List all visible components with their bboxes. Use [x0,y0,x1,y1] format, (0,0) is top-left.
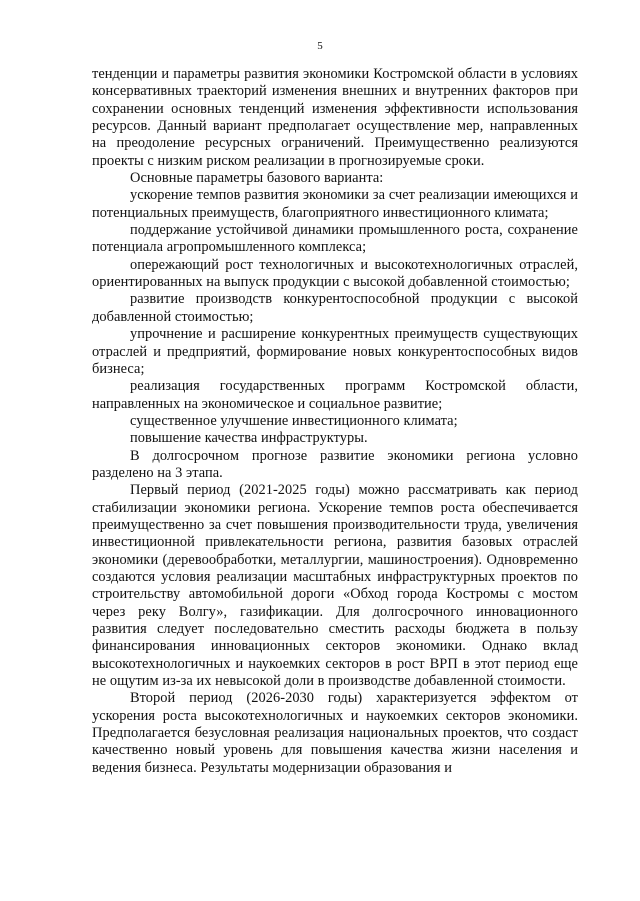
list-item: ускорение темпов развития экономики за счет реализации имеющихся и потенциальных преимуществ, благоприятного инвестиционного климата; [92,187,578,221]
paragraph: В долгосрочном прогнозе развитие экономики региона условно разделено на 3 этапа. [92,447,578,481]
paragraph: тенденции и параметры развития экономики Костромской области в условиях консервативных траекторий изменения внешних и внутренних факторов при сохранении основных тенденций изменения эффективности использования ресурсов. Данный вариант предполагает осуществление мер, направленных на преодоление ресурсных ограничений. Преимущественно реализуются проекты с низким риском реализации в прогнозируемые сроки. [92,66,578,169]
paragraph: Второй период (2026-2030 годы) характеризуется эффектом от ускорения роста высокотехнологичных и наукоемких секторов экономики. Предполагается безусловная реализация национальных проектов, что создаст качественно новый уровень для повышения качества жизни населения и ведения бизнеса. Результаты модернизации образования и [92,690,578,776]
page-number: 5 [317,40,323,52]
list-item: упрочнение и расширение конкурентных преимуществ существующих отраслей и предприятий, формирование новых конкурентоспособных видов бизнеса; [92,326,578,377]
paragraph: Первый период (2021-2025 годы) можно рассматривать как период стабилизации экономики региона. Ускорение темпов роста обеспечивается преимущественно за счет повышения производительности труда, увеличения инвестиционной привлекательности региона, развития базовых отраслей экономики (деревообработки, металлургии, машиностроения). Одновременно создаются условия реализации масштабных инфраструктурных проектов по строительству автомобильной дороги «Обход города Костромы с мостом через реку Волгу», газификации. Для долгосрочного инновационного развития следует последовательно сместить расходы бюджета в пользу финансирования инновационных секторов экономики. Однако вклад высокотехнологичных и наукоемких секторов в рост ВРП в этот период еще не ощутим из-за их невысокой доли в производстве добавленной стоимости. [92,482,578,690]
document-body [92,66,578,777]
list-item: существенное улучшение инвестиционного климата; [130,412,458,429]
list-item: повышение качества инфраструктуры. [130,430,368,447]
list-item: поддержание устойчивой динамики промышленного роста, сохранение потенциала агропромышленного комплекса; [92,222,578,256]
list-item: опережающий рост технологичных и высокотехнологичных отраслей, ориентированных на выпуск продукции с высокой добавленной стоимостью; [92,256,578,291]
list-item: развитие производств конкурентоспособной продукции с высокой добавленной стоимостью; [92,291,578,325]
list-item: реализация государственных программ Костромской области, направленных на экономическое и социальное развитие; [92,378,578,412]
paragraph: Основные параметры базового варианта: [130,170,384,187]
